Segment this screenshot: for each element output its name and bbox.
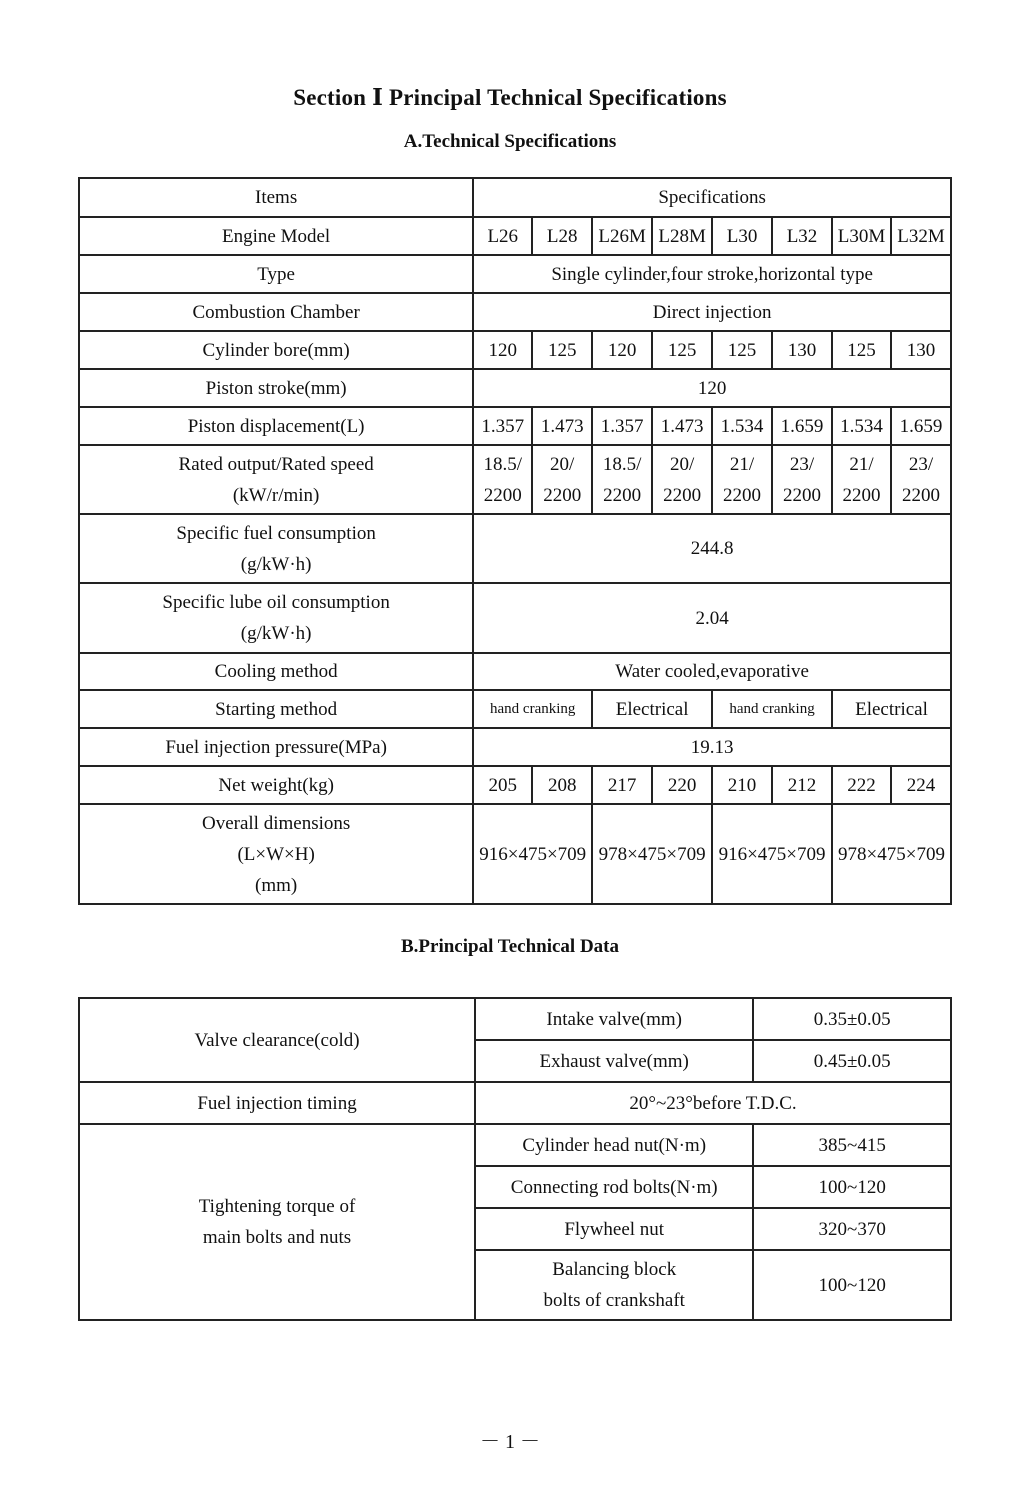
displacement-cell: 1.473: [532, 407, 592, 445]
balancing-block-label: [475, 1250, 753, 1320]
weight-cell: 220: [652, 766, 712, 804]
bore-cell: 125: [832, 331, 891, 369]
injection-pressure-value: 19.13: [473, 728, 951, 766]
cylinder-head-nut-value: 385~415: [753, 1124, 951, 1166]
table-row: [79, 690, 951, 728]
injection-timing-label: Fuel injection timing: [79, 1082, 475, 1124]
output-value: 21/: [849, 453, 874, 475]
weight-cell: 212: [772, 766, 832, 804]
intake-valve-label: Intake valve(mm): [475, 998, 753, 1040]
speed-value: 2200: [842, 484, 881, 506]
model-cell: L28: [532, 217, 592, 255]
speed-value: 2200: [723, 484, 762, 506]
displacement-cell: 1.357: [592, 407, 652, 445]
output-cell: [532, 445, 592, 514]
table-row: [79, 445, 951, 514]
cooling-label: Cooling method: [79, 653, 473, 690]
fuel-consumption-value: 244.8: [473, 514, 951, 583]
displacement-cell: 1.473: [652, 407, 712, 445]
label-line: (g/kW·h): [240, 553, 312, 575]
model-cell: L26: [473, 217, 532, 255]
connecting-rod-label: Connecting rod bolts(N·m): [475, 1166, 753, 1208]
label-line: Tightening torque of: [198, 1196, 356, 1217]
table-row: [79, 766, 951, 804]
table-row: [79, 331, 951, 369]
model-cell: L28M: [652, 217, 712, 255]
engine-model-label: Engine Model: [79, 217, 473, 255]
bore-cell: 130: [772, 331, 832, 369]
principal-technical-data-table: [78, 997, 952, 1321]
table-row: [79, 369, 951, 407]
weight-cell: 205: [473, 766, 532, 804]
type-label: Type: [79, 255, 473, 293]
label-line: (g/kW·h): [240, 623, 312, 644]
technical-specifications-table: [78, 177, 952, 905]
dimension-cell: 916×475×709: [712, 804, 832, 904]
table-row: [79, 178, 951, 217]
type-value: Single cylinder,four stroke,horizontal type: [473, 255, 951, 293]
net-weight-label: Net weight(kg): [79, 766, 473, 804]
injection-timing-value: 20°~23°before T.D.C.: [475, 1082, 951, 1124]
output-value: 23/: [908, 453, 934, 475]
output-value: 23/: [789, 453, 815, 475]
label-line: Specific lube oil consumption: [162, 592, 390, 613]
output-value: 18.5/: [483, 453, 522, 475]
balancing-block-value: 100~120: [753, 1250, 951, 1320]
dimension-cell: 978×475×709: [592, 804, 712, 904]
specifications-header: Specifications: [473, 178, 951, 217]
table-row: [79, 217, 951, 255]
displacement-cell: 1.659: [891, 407, 951, 445]
table-row: [79, 293, 951, 331]
table-row: [79, 728, 951, 766]
output-cell: [592, 445, 652, 514]
label-line: Specific fuel consumption: [176, 522, 376, 544]
combustion-label: Combustion Chamber: [79, 293, 473, 331]
speed-value: 2200: [901, 484, 940, 506]
stroke-label: Piston stroke(mm): [79, 369, 473, 407]
starting-cell: hand cranking: [712, 690, 832, 728]
output-value: 20/: [550, 453, 575, 475]
connecting-rod-value: 100~120: [753, 1166, 951, 1208]
starting-cell: Electrical: [592, 690, 712, 728]
stroke-value: 120: [473, 369, 951, 407]
speed-value: 2200: [663, 484, 702, 506]
page-title: Section Ⅰ Principal Technical Specifications: [293, 85, 727, 110]
model-cell: L32M: [891, 217, 951, 255]
output-cell: [891, 445, 951, 514]
weight-cell: 224: [891, 766, 951, 804]
dimension-cell: 978×475×709: [832, 804, 951, 904]
displacement-label: Piston displacement(L): [79, 407, 473, 445]
output-cell: [652, 445, 712, 514]
model-cell: L30M: [832, 217, 891, 255]
flywheel-nut-value: 320~370: [753, 1208, 951, 1250]
bore-cell: 125: [652, 331, 712, 369]
displacement-cell: 1.659: [772, 407, 832, 445]
weight-cell: 222: [832, 766, 891, 804]
lube-consumption-value: 2.04: [473, 583, 951, 653]
valve-clearance-label: Valve clearance(cold): [79, 998, 475, 1082]
bore-cell: 120: [473, 331, 532, 369]
section-b-heading: B.Principal Technical Data: [401, 936, 619, 957]
starting-label: Starting method: [79, 690, 473, 728]
label-line: Balancing block: [552, 1259, 677, 1280]
table-row: [79, 255, 951, 293]
table-row: [79, 514, 951, 583]
output-cell: [832, 445, 891, 514]
exhaust-valve-label: Exhaust valve(mm): [475, 1040, 753, 1082]
fuel-consumption-label: [79, 514, 473, 583]
weight-cell: 210: [712, 766, 772, 804]
cylinder-head-nut-label: Cylinder head nut(N·m): [475, 1124, 753, 1166]
label-line: bolts of crankshaft: [543, 1290, 685, 1311]
table-row: [79, 1124, 951, 1166]
bore-cell: 125: [532, 331, 592, 369]
dimension-cell: 916×475×709: [473, 804, 592, 904]
speed-value: 2200: [483, 484, 522, 506]
label-line: Overall dimensions: [201, 812, 351, 834]
label-line: (mm): [255, 874, 298, 896]
page-number: － 1 －: [480, 1431, 540, 1453]
rated-output-label: [79, 445, 473, 514]
bore-cell: 130: [891, 331, 951, 369]
output-cell: [772, 445, 832, 514]
tightening-torque-label: [79, 1124, 475, 1320]
overall-dimensions-label: [79, 804, 473, 904]
starting-cell: hand cranking: [473, 690, 592, 728]
lube-consumption-label: [79, 583, 473, 653]
table-row: [79, 407, 951, 445]
weight-cell: 208: [532, 766, 592, 804]
combustion-value: Direct injection: [473, 293, 951, 331]
speed-value: 2200: [783, 484, 821, 506]
output-value: 20/: [669, 453, 695, 475]
displacement-cell: 1.534: [832, 407, 891, 445]
injection-pressure-label: Fuel injection pressure(MPa): [79, 728, 473, 766]
model-cell: L32: [772, 217, 832, 255]
table-row: [79, 583, 951, 653]
exhaust-valve-value: 0.45±0.05: [753, 1040, 951, 1082]
output-cell: [712, 445, 772, 514]
table-row: [79, 804, 951, 904]
flywheel-nut-label: Flywheel nut: [475, 1208, 753, 1250]
speed-value: 2200: [543, 484, 582, 506]
model-cell: L26M: [592, 217, 652, 255]
bore-label: Cylinder bore(mm): [79, 331, 473, 369]
table-row: [79, 1082, 951, 1124]
model-cell: L30: [712, 217, 772, 255]
displacement-cell: 1.357: [473, 407, 532, 445]
bore-cell: 125: [712, 331, 772, 369]
table-row: [79, 998, 951, 1040]
intake-valve-value: 0.35±0.05: [753, 998, 951, 1040]
label-line: Rated output/Rated speed: [178, 453, 374, 475]
weight-cell: 217: [592, 766, 652, 804]
table-row: [79, 653, 951, 690]
displacement-cell: 1.534: [712, 407, 772, 445]
label-line: (kW/r/min): [232, 484, 320, 506]
output-cell: [473, 445, 532, 514]
label-line: (L×W×H): [237, 843, 315, 865]
section-a-heading: A.Technical Specifications: [403, 131, 617, 152]
starting-cell: Electrical: [832, 690, 951, 728]
bore-cell: 120: [592, 331, 652, 369]
output-value: 21/: [729, 453, 755, 475]
speed-value: 2200: [603, 484, 642, 506]
output-value: 18.5/: [602, 453, 642, 475]
items-header: Items: [79, 178, 473, 217]
cooling-value: Water cooled,evaporative: [473, 653, 951, 690]
label-line: main bolts and nuts: [202, 1227, 352, 1248]
